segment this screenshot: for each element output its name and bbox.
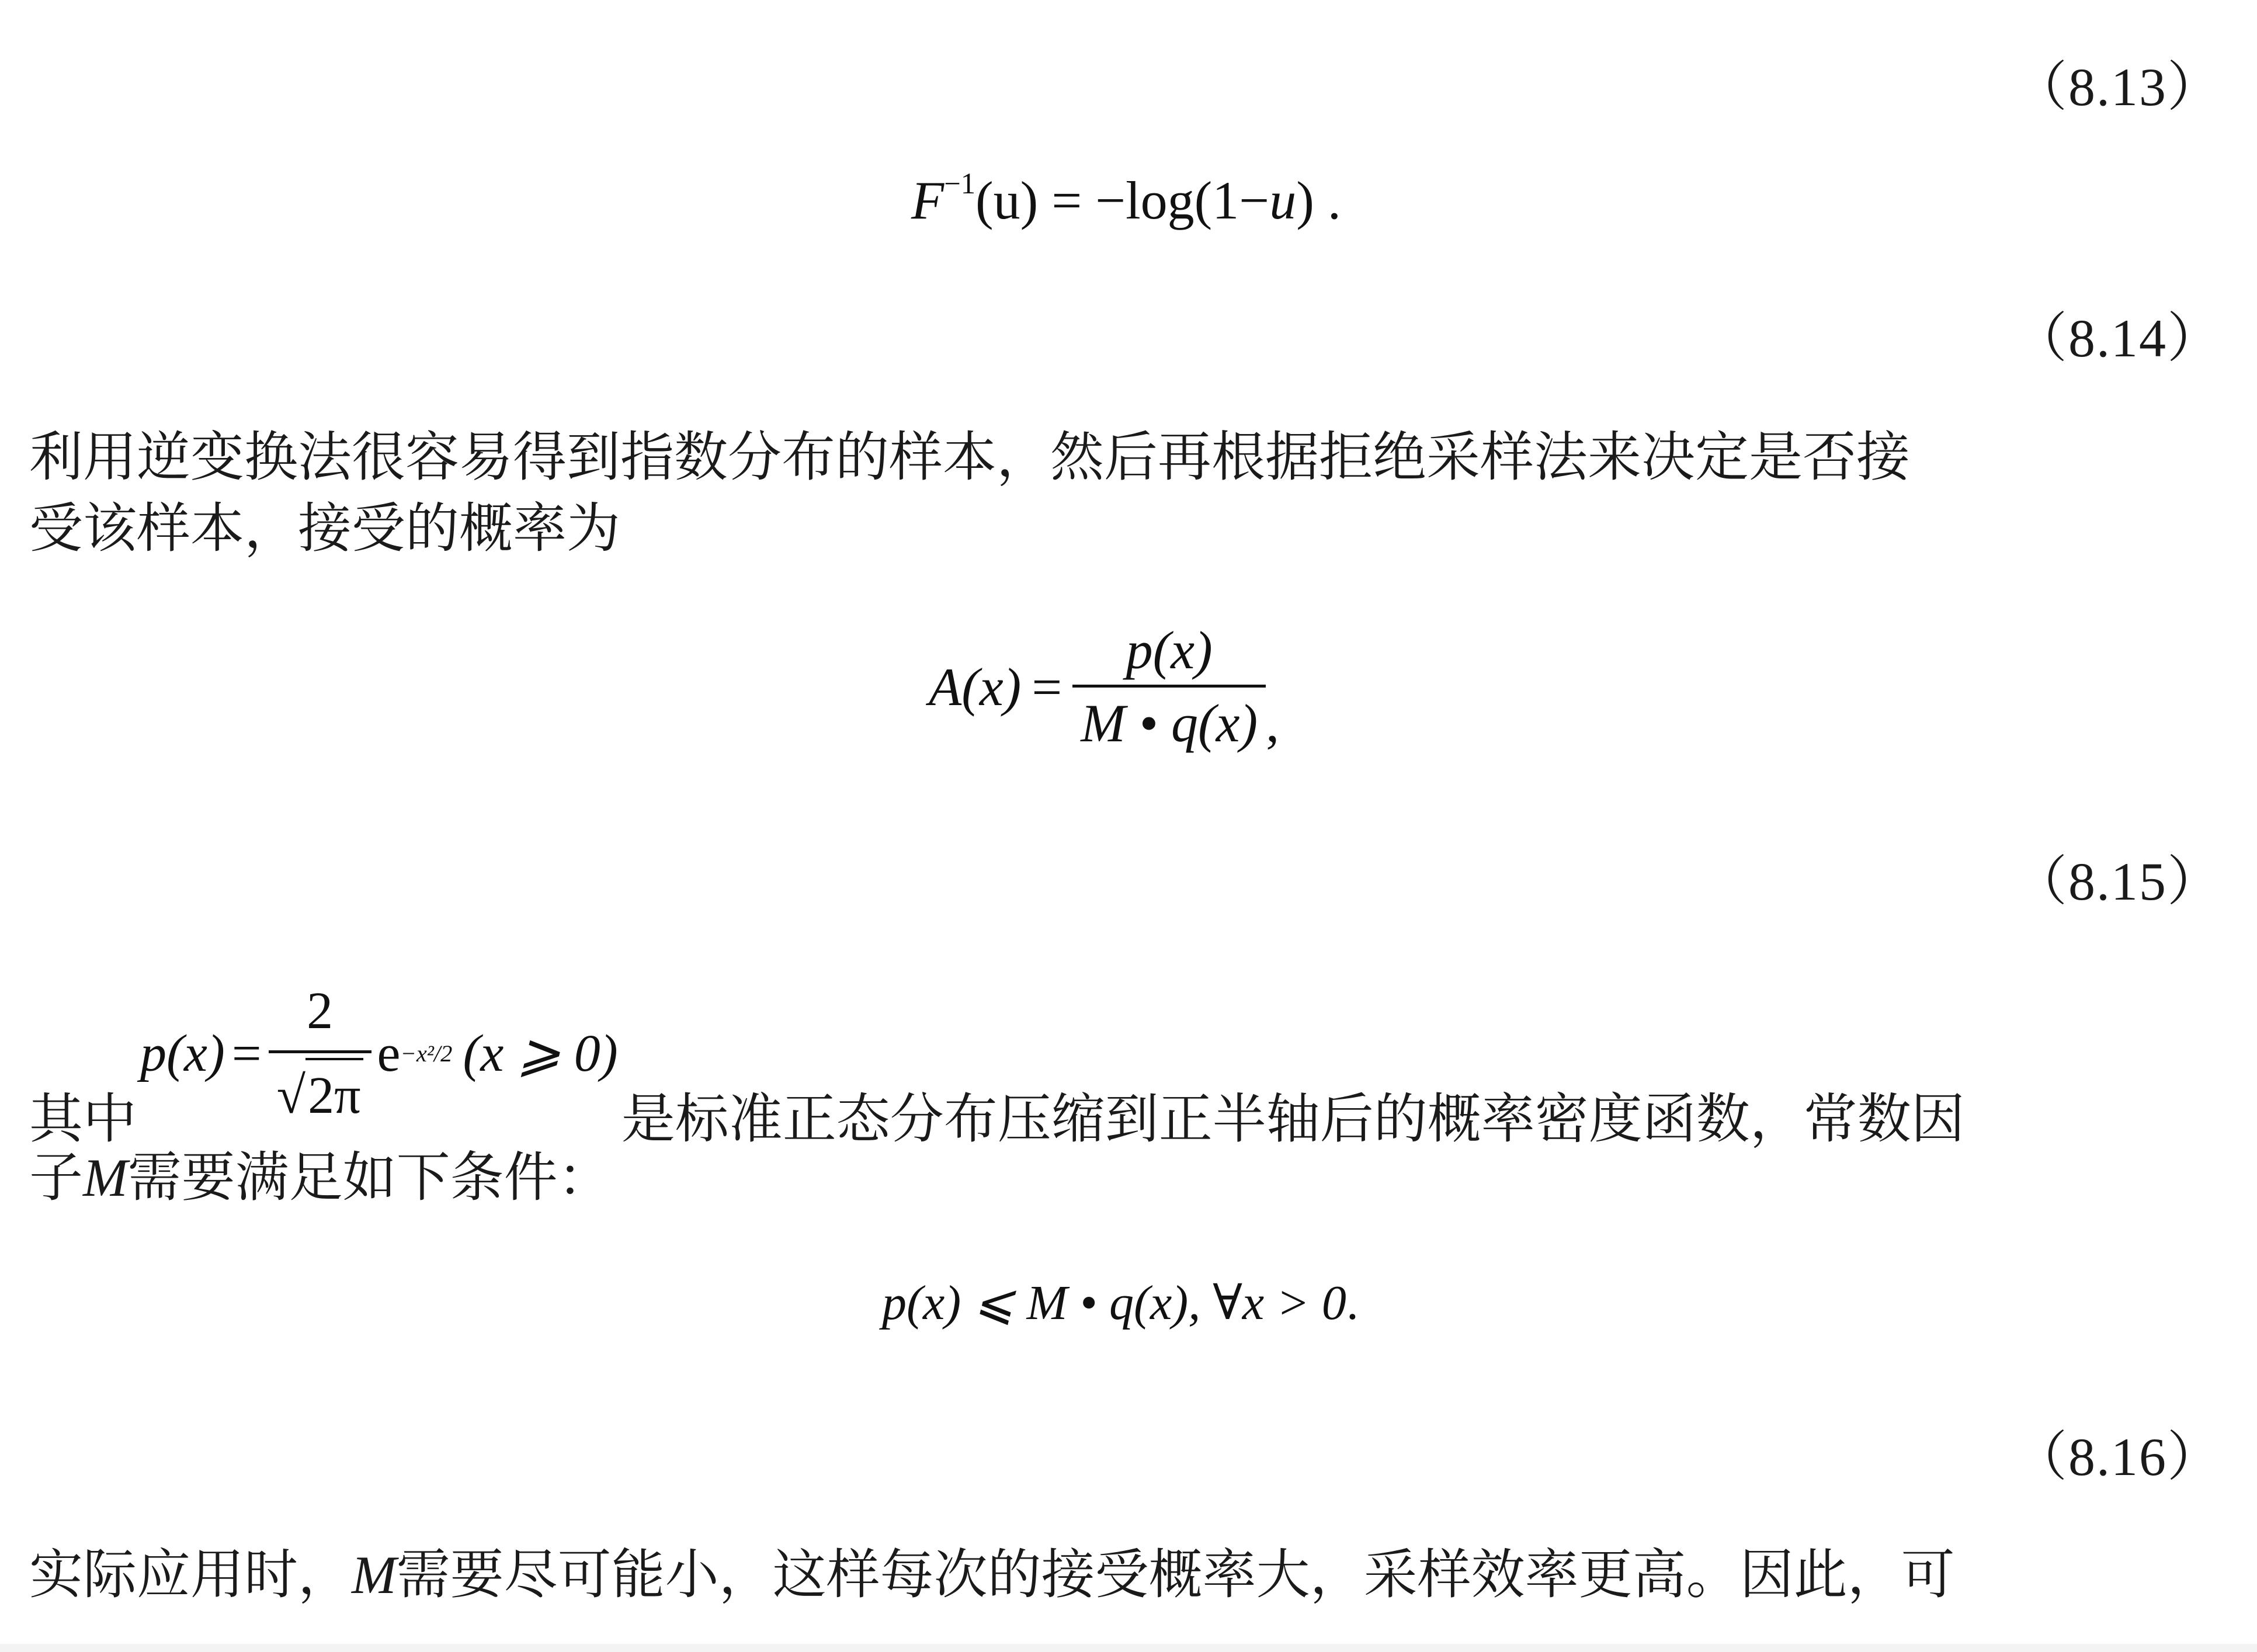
paragraph-practical-rest: 需要尽可能小，这样每次的接受概率大，采样效率更高。因此，可 <box>396 1543 1955 1606</box>
formula-inequality-text: p(x) ⩽ M • q(x), ∀x > 0 <box>882 1276 1346 1330</box>
formula-inverse-cdf-rhs-suffix: ) . <box>1296 171 1341 230</box>
equation-number-8-15: （8.15） <box>2013 852 2222 911</box>
formula-acceptance-trailing: , <box>1266 693 1280 753</box>
paragraph-density-line-2-prefix: 子 <box>29 1146 84 1209</box>
formula-inverse-cdf-rhs-prefix: −log(1− <box>1095 171 1270 230</box>
paragraph-intro-line-2: 受该样本，接受的概率为 <box>29 497 621 560</box>
paragraph-density-suffix: 是标准正态分布压缩到正半轴后的概率密度函数，常数因 <box>621 1088 1965 1150</box>
paragraph-practical-var: M <box>352 1545 397 1605</box>
paragraph-density-line-2-rest: 需要满足如下条件： <box>127 1146 612 1209</box>
paragraph-density-line-2 <box>29 1142 612 1213</box>
formula-acceptance-fraction <box>1072 619 1266 754</box>
formula-inverse-cdf-arg: (u) <box>975 171 1039 230</box>
formula-density-sqrt-content: 2π <box>305 1058 363 1132</box>
formula-inverse-cdf-superscript: −1 <box>944 167 976 200</box>
formula-acceptance <box>929 619 1279 754</box>
formula-density-fraction <box>269 976 371 1132</box>
formula-density <box>137 976 621 1132</box>
paragraph-density-line-2-var: M <box>83 1148 128 1207</box>
formula-density-numerator: 2 <box>307 982 334 1040</box>
formula-acceptance-equals: = <box>1032 657 1062 717</box>
formula-inequality-period: . <box>1346 1276 1359 1330</box>
formula-density-condition: (x ⩾ 0) <box>463 1024 618 1082</box>
formula-acceptance-lhs: A(x) <box>929 657 1022 717</box>
equation-number-8-14: （8.14） <box>2013 308 2222 368</box>
formula-density-base: e <box>377 1024 401 1082</box>
sqrt-symbol: √ 2π <box>277 1058 363 1132</box>
formula-inverse-cdf-symbol: F <box>911 171 945 230</box>
equation-number-8-13: （8.13） <box>2013 57 2222 117</box>
paragraph-density-prefix: 其中 <box>29 1088 137 1150</box>
formula-density-exponent: −x²/2 <box>400 1040 453 1067</box>
formula-acceptance-numerator: p(x) <box>1126 620 1213 680</box>
formula-density-lhs: p(x) <box>140 1024 225 1082</box>
paragraph-practical <box>29 1539 1955 1611</box>
formula-density-denominator <box>269 1050 371 1132</box>
equation-number-8-16: （8.16） <box>2013 1427 2222 1487</box>
paragraph-intro-line-1: 利用逆变换法很容易得到指数分布的样本，然后再根据拒绝采样法来决定是否接 <box>29 426 1911 488</box>
formula-inverse-cdf <box>911 166 1341 231</box>
formula-acceptance-denominator: M • q(x) <box>1072 685 1266 754</box>
paragraph-density-line-1 <box>29 976 1965 1155</box>
formula-density-equals: = <box>231 1024 262 1082</box>
formula-inequality <box>882 1273 1359 1331</box>
bottom-band <box>0 1644 2257 1652</box>
formula-inverse-cdf-equals: = <box>1051 171 1082 230</box>
formula-inverse-cdf-rhs-var: u <box>1269 171 1297 230</box>
paragraph-practical-prefix: 实际应用时， <box>29 1543 352 1606</box>
